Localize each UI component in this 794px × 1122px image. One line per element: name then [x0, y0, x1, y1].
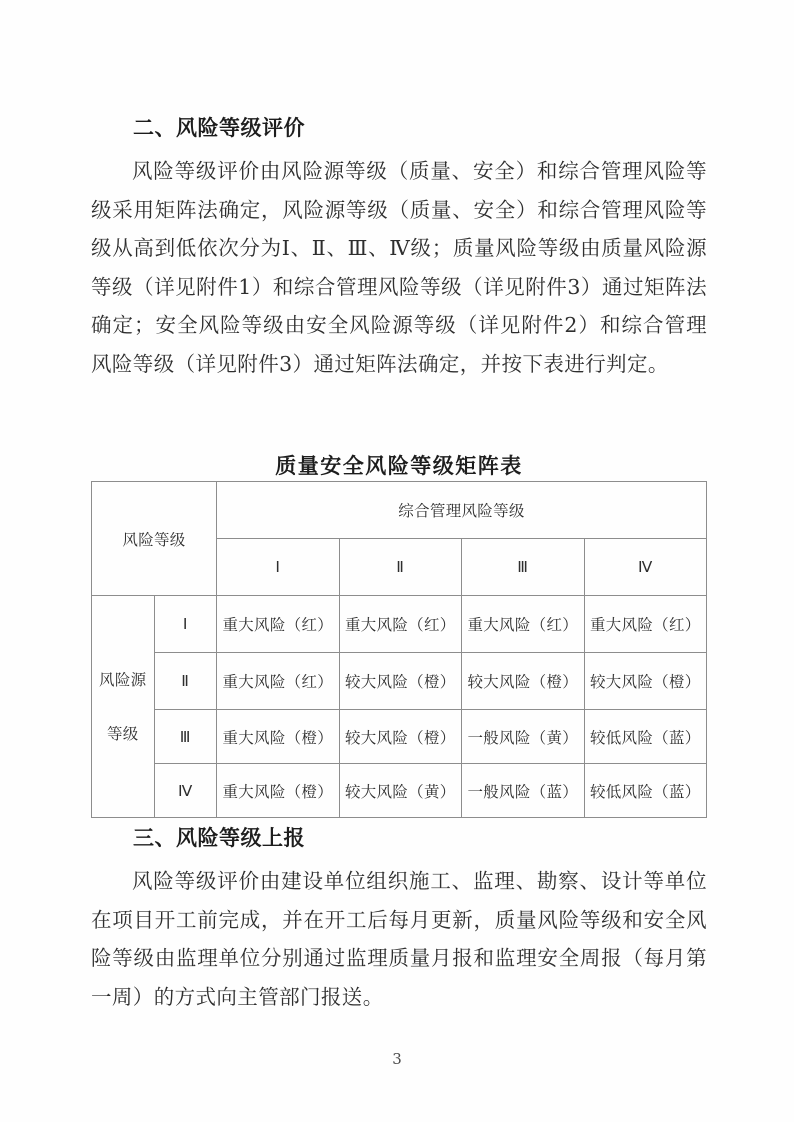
row-group-label — [92, 596, 155, 818]
matrix-corner-label: 风险等级 — [92, 482, 217, 596]
table-row — [92, 653, 707, 710]
matrix-cell-4-1: 重大风险（橙） — [217, 764, 340, 818]
table-row — [92, 764, 707, 818]
matrix-cell-1-2: 重大风险（红） — [339, 596, 462, 653]
section-paragraph-3: 风险等级评价由建设单位组织施工、监理、勘察、设计等单位在项目开工前完成，并在开工后每月更新，质量风险等级和安全风险等级由监理单位分别通过监理质量月报和监理安全周报（每月第一周）的方式向主管部门报送。 — [91, 869, 707, 1009]
row-level-2: Ⅱ — [154, 653, 217, 710]
page-number: 3 — [392, 1050, 402, 1068]
section-heading-2: 二、风险等级评价 — [133, 116, 305, 140]
matrix-cell-3-1: 重大风险（橙） — [217, 710, 340, 764]
matrix-cell-4-2: 较大风险（黄） — [339, 764, 462, 818]
row-level-1: Ⅰ — [154, 596, 217, 653]
row-level-4: Ⅳ — [154, 764, 217, 818]
matrix-cell-1-1: 重大风险（红） — [217, 596, 340, 653]
matrix-cell-2-3: 较大风险（橙） — [462, 653, 585, 710]
column-group-label: 综合管理风险等级 — [217, 482, 707, 539]
table-header-row-group — [92, 482, 707, 539]
matrix-cell-2-1: 重大风险（红） — [217, 653, 340, 710]
risk-level-matrix-table — [91, 481, 707, 818]
table-row — [92, 596, 707, 653]
row-level-3: Ⅲ — [154, 710, 217, 764]
row-group-label-line1: 风险源 — [99, 670, 147, 689]
section-paragraph-2: 风险等级评价由风险源等级（质量、安全）和综合管理风险等级采用矩阵法确定，风险源等级（质量、安全）和综合管理风险等级从高到低依次分为Ⅰ、Ⅱ、Ⅲ、Ⅳ级；质量风险等级由质量风险源等级（详见附件1）和综合管理风险等级（详见附件3）通过矩阵法确定；安全风险等级由安全风险源等级（详见附件2）和综合管理风险等级（详见附件3）通过矩阵法确定，并按下表进行判定。 — [91, 159, 707, 376]
matrix-cell-1-4: 重大风险（红） — [584, 596, 707, 653]
matrix-cell-3-3: 一般风险（黄） — [462, 710, 585, 764]
section-heading-3: 三、风险等级上报 — [133, 826, 305, 850]
column-level-header-1: Ⅰ — [217, 539, 340, 596]
matrix-cell-1-3: 重大风险（红） — [462, 596, 585, 653]
table-row — [92, 710, 707, 764]
column-level-header-3: Ⅲ — [462, 539, 585, 596]
matrix-cell-3-2: 较大风险（橙） — [339, 710, 462, 764]
matrix-cell-3-4: 较低风险（蓝） — [584, 710, 707, 764]
matrix-table-caption: 质量安全风险等级矩阵表 — [275, 453, 523, 478]
matrix-cell-2-4: 较大风险（橙） — [584, 653, 707, 710]
row-group-label-line2: 等级 — [106, 724, 139, 743]
column-level-header-2: Ⅱ — [339, 539, 462, 596]
matrix-cell-4-3: 一般风险（蓝） — [462, 764, 585, 818]
matrix-cell-4-4: 较低风险（蓝） — [584, 764, 707, 818]
column-level-header-4: Ⅳ — [584, 539, 707, 596]
matrix-cell-2-2: 较大风险（橙） — [339, 653, 462, 710]
